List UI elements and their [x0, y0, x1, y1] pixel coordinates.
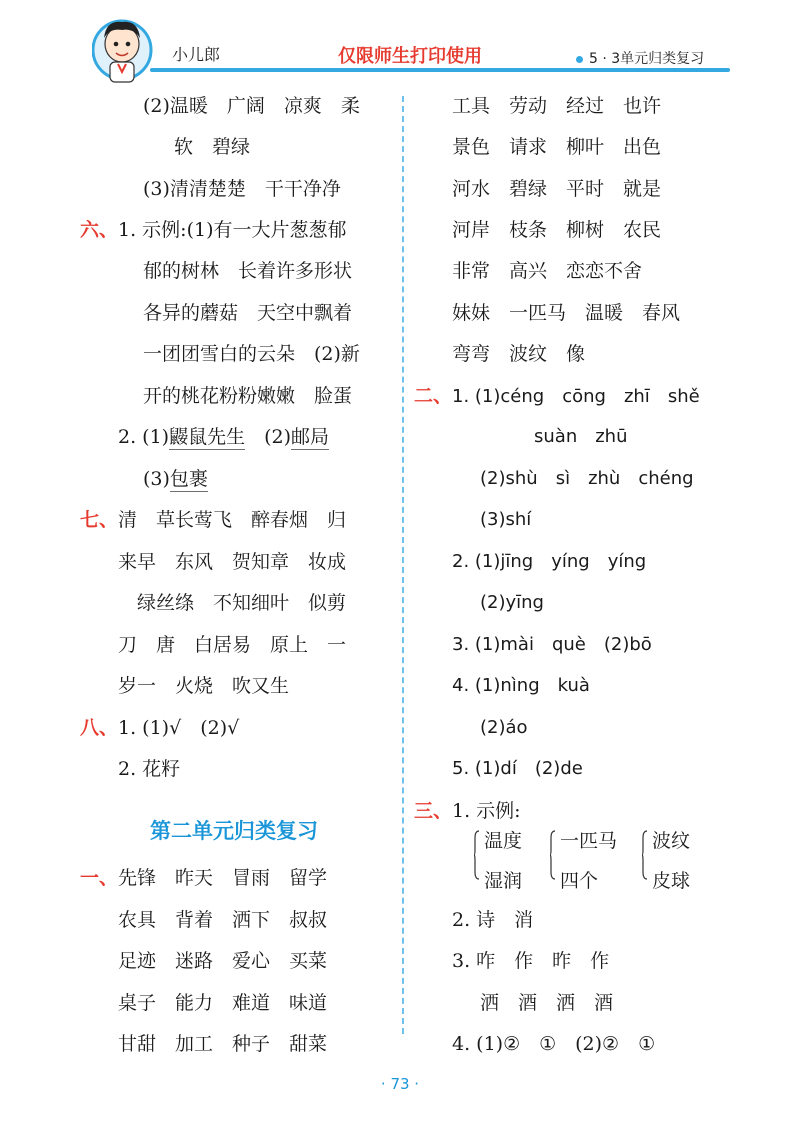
underlined-answer: 邮局 [291, 426, 330, 448]
answer-line [80, 715, 239, 741]
section-marker: 一、 [80, 867, 119, 889]
answer-line [118, 424, 329, 450]
left-brace-icon [642, 830, 648, 880]
page-number: · 73 · [380, 1075, 420, 1093]
answer-line: 刀 唐 白居易 原上 一 [118, 634, 347, 656]
answer-line: 软 碧绿 [174, 136, 251, 158]
answer-line: 2. (1)jīng yíng yíng [452, 551, 647, 572]
answer-line: 各异的蘑菇 天空中飘着 [143, 302, 353, 324]
left-brace-icon [474, 830, 480, 880]
answer-line: 4. (1)② ① (2)② ① [452, 1033, 656, 1055]
print-notice: 仅限师生打印使用 [338, 46, 482, 67]
answer-line: 4. (1)nìng kuà [452, 675, 590, 696]
word-group-item: 皮球 [652, 870, 691, 892]
bullet-dot-icon [576, 56, 583, 63]
answer-line [80, 217, 347, 243]
answer-line: (2)shù sì zhù chéng [480, 468, 694, 489]
answer-line: (3)shí [480, 509, 532, 530]
answer-text: 1. (1)√ (2)√ [118, 717, 240, 739]
answer-line: 5. (1)dí (2)de [452, 758, 583, 779]
answer-line: 桌子 能力 难道 味道 [118, 992, 328, 1014]
answer-line: 郁的树林 长着许多形状 [143, 260, 353, 282]
answer-text: 1. (1)céng cōng zhī shě [452, 386, 700, 407]
answer-line: 2. 诗 消 [452, 909, 534, 931]
section-marker: 二、 [414, 385, 453, 407]
section-marker: 七、 [80, 509, 119, 531]
word-group-item: 四个 [560, 870, 599, 892]
answer-text: 清 草长莺飞 醉春烟 归 [118, 509, 347, 531]
answer-line: 一团团雪白的云朵 (2)新 [143, 343, 360, 365]
answer-line: 河水 碧绿 平时 就是 [452, 178, 662, 200]
left-brace-icon [550, 830, 556, 880]
answer-line: 洒 酒 洒 酒 [480, 992, 614, 1014]
answer-line: (2)温暖 广阔 凉爽 柔 [143, 95, 360, 117]
answer-line: (2)yīng [480, 592, 544, 613]
answer-text: (2) [245, 426, 292, 448]
column-divider [402, 96, 404, 1034]
section-marker: 八、 [80, 717, 119, 739]
answer-text: 1. 示例: [452, 800, 521, 822]
answer-line: 3. 咋 作 昨 作 [452, 950, 610, 972]
brand-name: 小儿郎 [172, 45, 221, 64]
answer-line: suàn zhū [534, 426, 628, 447]
answer-line [143, 466, 208, 492]
answer-line: 来早 东风 贺知章 妆成 [118, 551, 347, 573]
answer-line: 妹妹 一匹马 温暖 春风 [452, 302, 681, 324]
answer-text: 2. (1) [118, 426, 170, 448]
answer-line [80, 507, 346, 533]
answer-line: 3. (1)mài què (2)bō [452, 634, 652, 655]
word-group-item: 波纹 [652, 830, 691, 852]
answer-line: 绿丝绦 不知细叶 似剪 [137, 592, 347, 614]
answer-text: 1. 示例:(1)有一大片葱葱郁 [118, 219, 347, 241]
word-group-item: 湿润 [484, 870, 523, 892]
answer-text: 先锋 昨天 冒雨 留学 [118, 867, 328, 889]
section-marker: 三、 [414, 800, 453, 822]
header-line [150, 68, 730, 72]
section-title [576, 48, 704, 68]
answer-line: 弯弯 波纹 像 [452, 343, 586, 365]
answer-line: (3)清清楚楚 干干净净 [143, 178, 341, 200]
answer-line: 工具 劳动 经过 也许 [452, 95, 662, 117]
answer-text: (3) [143, 468, 170, 490]
word-group-item: 一匹马 [560, 830, 618, 852]
answer-line: 河岸 枝条 柳树 农民 [452, 219, 662, 241]
answer-line: 2. 花籽 [118, 758, 181, 780]
answer-line: 开的桃花粉粉嫩嫩 脸蛋 [143, 385, 353, 407]
word-group-item: 温度 [484, 830, 523, 852]
section-title-text: 5 · 3单元归类复习 [589, 51, 705, 67]
answer-line: 岁一 火烧 吹又生 [118, 675, 290, 697]
underlined-answer: 鼹鼠先生 [169, 426, 246, 448]
answer-line [414, 798, 521, 824]
mascot-logo [92, 10, 158, 98]
answer-line: 足迹 迷路 爱心 买菜 [118, 950, 328, 972]
unit-title: 第二单元归类复习 [150, 819, 318, 843]
answer-line: 甘甜 加工 种子 甜菜 [118, 1033, 328, 1055]
answer-line: 景色 请求 柳叶 出色 [452, 136, 662, 158]
section-marker: 六、 [80, 219, 119, 241]
underlined-answer: 包裹 [169, 468, 208, 490]
answer-line: 农具 背着 洒下 叔叔 [118, 909, 328, 931]
answer-line [80, 865, 327, 891]
answer-line: 非常 高兴 恋恋不舍 [452, 260, 643, 282]
answer-line: (2)áo [480, 717, 528, 738]
page-header [0, 0, 800, 100]
answer-line [414, 383, 700, 410]
